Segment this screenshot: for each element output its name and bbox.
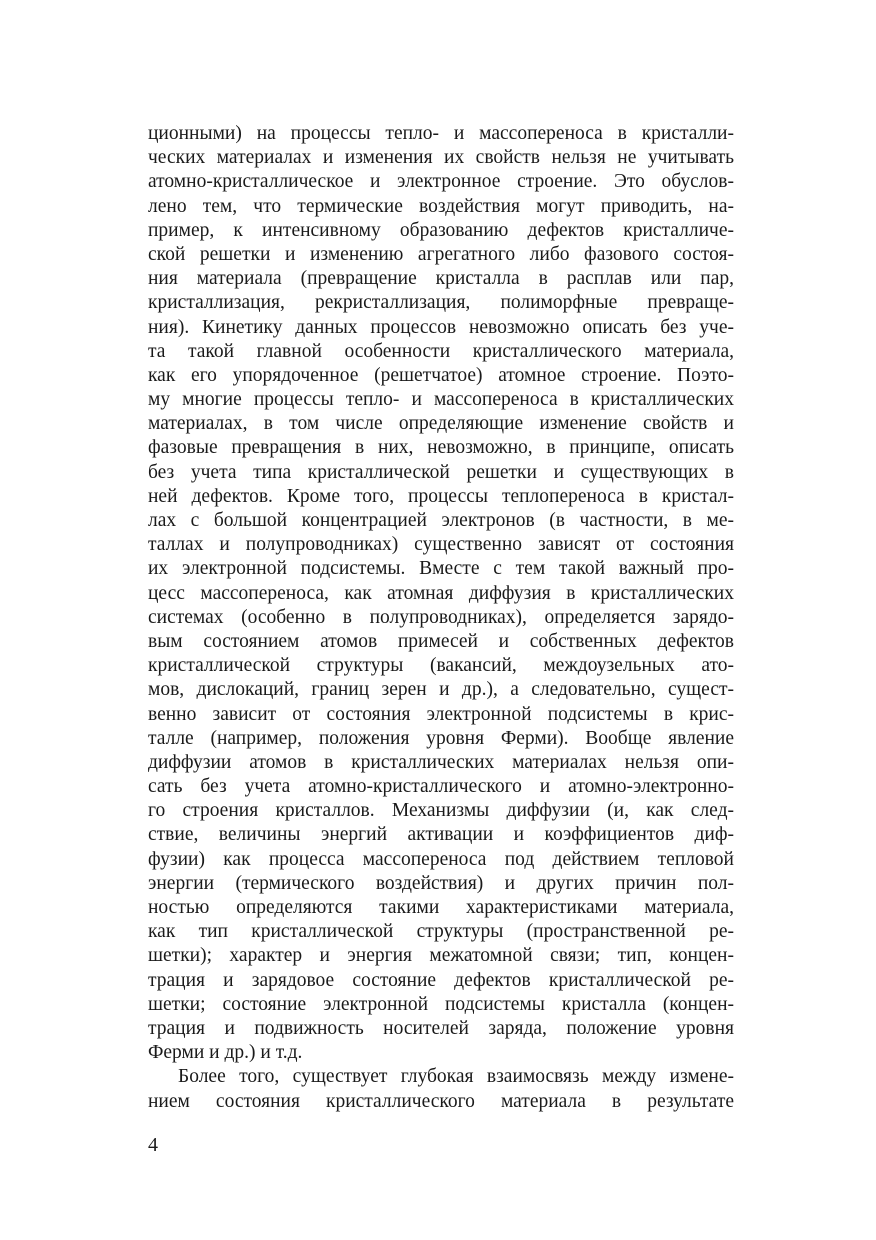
text-line: атомно-кристаллическое и электронное строение. Это обуслов- — [148, 171, 734, 193]
text-line: лено тем, что термические воздействия могут приводить, на- — [148, 195, 734, 217]
text-line: трация и подвижность носителей заряда, положение уровня — [148, 1017, 734, 1039]
text-line: фузии) как процесса массопереноса под действием тепловой — [148, 848, 734, 870]
text-line: системах (особенно в полупроводниках), определяется зарядо- — [148, 606, 734, 628]
paragraph-first-line: Более того, существует глубокая взаимосвязь между измене- — [178, 1066, 734, 1088]
text-line: их электронной подсистемы. Вместе с тем такой важный про- — [148, 558, 734, 580]
text-line: та такой главной особенности кристаллического материала, — [148, 340, 734, 362]
text-line: лах с большой концентрацией электронов (в частности, в ме- — [148, 510, 734, 531]
text-line: кристаллизация, рекристаллизация, полиморфные превраще- — [148, 292, 734, 314]
text-line: ческих материалах и изменения их свойств нельзя не учитывать — [148, 147, 734, 169]
text-line: пример, к интенсивному образованию дефектов кристалличе- — [148, 219, 734, 241]
text-line: му многие процессы тепло- и массопереноса в кристаллических — [148, 389, 734, 411]
text-line: ней дефектов. Кроме того, процессы теплопереноса в кристал- — [148, 485, 734, 507]
text-line: фазовые превращения в них, невозможно, в принципе, описать — [148, 437, 734, 459]
text-line: сать без учета атомно-кристаллического и атомно-электронно- — [148, 776, 734, 798]
text-line: шетки; состояние электронной подсистемы кристалла (концен- — [148, 993, 734, 1015]
text-line: диффузии атомов в кристаллических материалах нельзя опи- — [148, 751, 734, 773]
text-line: мов, дислокаций, границ зерен и др.), а следовательно, сущест- — [148, 679, 734, 701]
text-line: ния). Кинетику данных процессов невозможно описать без уче- — [148, 316, 734, 338]
text-line: ствие, величины энергий активации и коэффициентов диф- — [148, 824, 734, 846]
text-line: ционными) на процессы тепло- и массопереноса в кристалли- — [148, 123, 734, 144]
text-line: ской решетки и изменению агрегатного либо фазового состоя- — [148, 243, 734, 265]
text-line: энергии (термического воздействия) и других причин пол- — [148, 872, 734, 894]
text-line: нием состояния кристаллического материала в результате — [148, 1090, 734, 1112]
text-line: материалах, в том числе определяющие изменение свойств и — [148, 413, 734, 435]
text-line: венно зависит от состояния электронной подсистемы в крис- — [148, 703, 734, 725]
text-line: го строения кристаллов. Механизмы диффузии (и, как след- — [148, 800, 734, 822]
text-line: ностью определяются такими характеристиками материала, — [148, 897, 734, 918]
text-line: ния материала (превращение кристалла в расплав или пар, — [148, 268, 734, 290]
text-line: вым состоянием атомов примесей и собственных дефектов — [148, 630, 734, 652]
text-line: трация и зарядовое состояние дефектов кристаллической ре- — [148, 969, 734, 991]
text-line: талле (например, положения уровня Ферми). Вообще явление — [148, 727, 734, 749]
text-line: без учета типа кристаллической решетки и существующих в — [148, 461, 734, 483]
text-line: цесс массопереноса, как атомная диффузия в кристаллических — [148, 582, 734, 604]
text-line: как его упорядоченное (решетчатое) атомное строение. Поэто- — [148, 364, 734, 386]
page-number: 4 — [148, 1134, 158, 1156]
body-text — [148, 122, 734, 1114]
text-line: шетки); характер и энергия межатомной связи; тип, концен- — [148, 945, 734, 967]
text-line: кристаллической структуры (вакансий, междоузельных ато- — [148, 655, 734, 677]
paragraph-end-line: Ферми и др.) и т.д. — [148, 1042, 303, 1064]
text-line: таллах и полупроводниках) существенно зависят от состояния — [148, 534, 734, 556]
text-line: как тип кристаллической структуры (пространственной ре- — [148, 921, 734, 943]
